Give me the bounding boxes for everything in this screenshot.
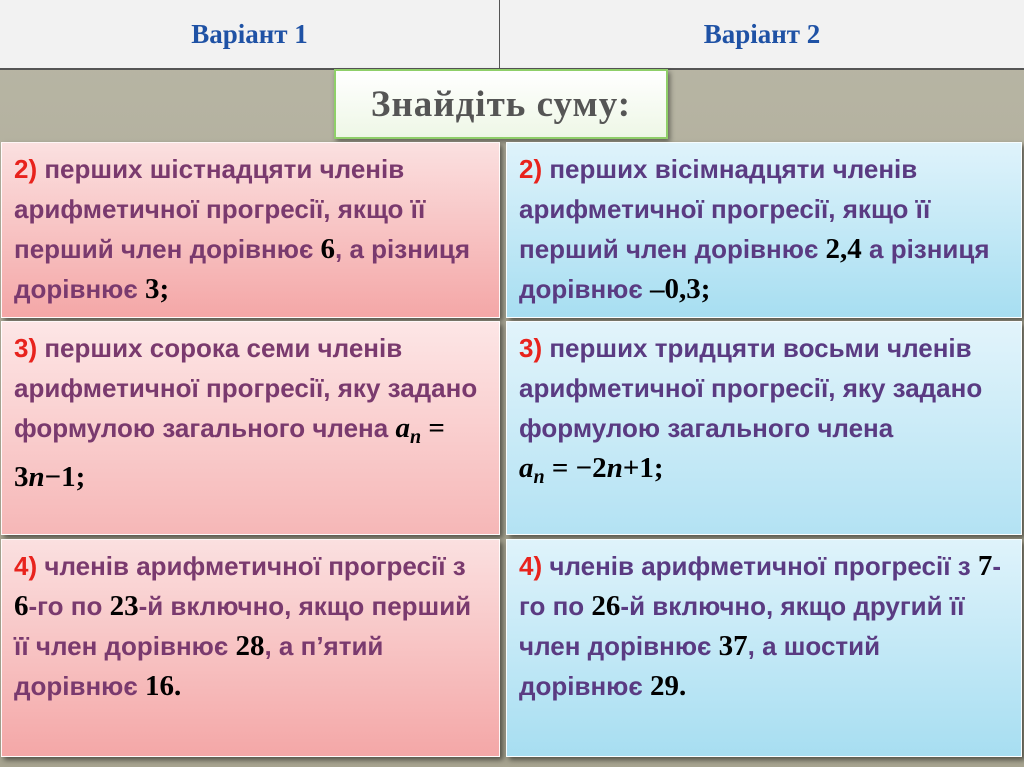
variant2-task-3 xyxy=(506,321,1022,535)
task-text: , а шостий дорівнює xyxy=(519,631,881,701)
task-text: перших вісімнадцяти членів арифметичної прогресії, якщо її перший член дорівнює xyxy=(519,154,931,264)
variant1-task-2 xyxy=(1,142,500,318)
formula-variable: n xyxy=(606,452,623,484)
task-text: перших шістнадцяти членів арифметичної прогресії, якщо її перший член дорівнює xyxy=(14,154,426,264)
task-text: -й включно, якщо перший її член дорівнює xyxy=(14,591,472,661)
task-punct: ; xyxy=(653,452,664,484)
formula-variable: a xyxy=(395,412,410,444)
task-number: 4) xyxy=(14,551,38,581)
task-text: перших тридцяти восьми членів арифметичної прогресії, яку задано формулою загального члена xyxy=(519,333,983,443)
task-text: , а п’ятий дорівнює xyxy=(14,631,384,701)
task-punct: ; xyxy=(700,273,711,305)
formula-part: +1 xyxy=(622,452,654,484)
task-value: 29 xyxy=(649,670,679,702)
task-value: 6 xyxy=(320,233,336,265)
task-value: 28 xyxy=(235,630,265,662)
task-text: а різниця дорівнює xyxy=(519,234,990,304)
task-text: -й включно, якщо другий її член дорівнює xyxy=(519,591,965,661)
task-value: –0,3 xyxy=(649,273,701,305)
task-text: -го по xyxy=(28,591,110,621)
page-title: Знайдіть суму: xyxy=(334,69,668,139)
task-number: 2) xyxy=(519,154,543,184)
task-value: 26 xyxy=(591,590,621,622)
task-value: 7 xyxy=(977,550,993,582)
task-number: 3) xyxy=(14,333,38,363)
variant2-task-2 xyxy=(506,142,1022,318)
variant2-task-4 xyxy=(506,539,1022,757)
variant1-heading: Варіант 1 xyxy=(191,18,308,49)
task-punct: ; xyxy=(159,273,170,305)
task-text: -го по xyxy=(519,551,1002,621)
task-value: 16 xyxy=(144,670,174,702)
formula-part: = 3 xyxy=(14,412,445,494)
task-value: 37 xyxy=(718,630,748,662)
task-text: членів арифметичної прогресії з xyxy=(37,551,466,581)
variant2-heading: Варіант 2 xyxy=(703,18,821,49)
formula-variable: n xyxy=(28,461,45,494)
task-value: 2,4 xyxy=(825,233,862,265)
table-header xyxy=(0,0,1024,70)
formula-variable: a xyxy=(519,452,534,484)
task-punct: . xyxy=(173,670,182,702)
task-value: 6 xyxy=(14,590,29,622)
formula-subscript: n xyxy=(409,426,422,449)
formula-part: = −2 xyxy=(544,452,607,484)
task-text: членів арифметичної прогресії з xyxy=(542,551,978,581)
task-text: , а різниця дорівнює xyxy=(14,234,471,304)
formula-subscript: n xyxy=(533,466,545,489)
task-number: 4) xyxy=(519,551,543,581)
task-number: 2) xyxy=(14,154,38,184)
formula-part: −1 xyxy=(44,461,76,494)
task-number: 3) xyxy=(519,333,543,363)
task-value: 3 xyxy=(144,273,160,305)
task-text: перших сорока семи членів арифметичної прогресії, яку задано формулою загального члена xyxy=(14,333,478,443)
variant1-task-3 xyxy=(1,321,500,535)
task-punct: ; xyxy=(75,461,86,494)
variant1-task-4 xyxy=(1,539,500,757)
task-punct: . xyxy=(678,670,687,702)
task-value: 23 xyxy=(109,590,139,622)
